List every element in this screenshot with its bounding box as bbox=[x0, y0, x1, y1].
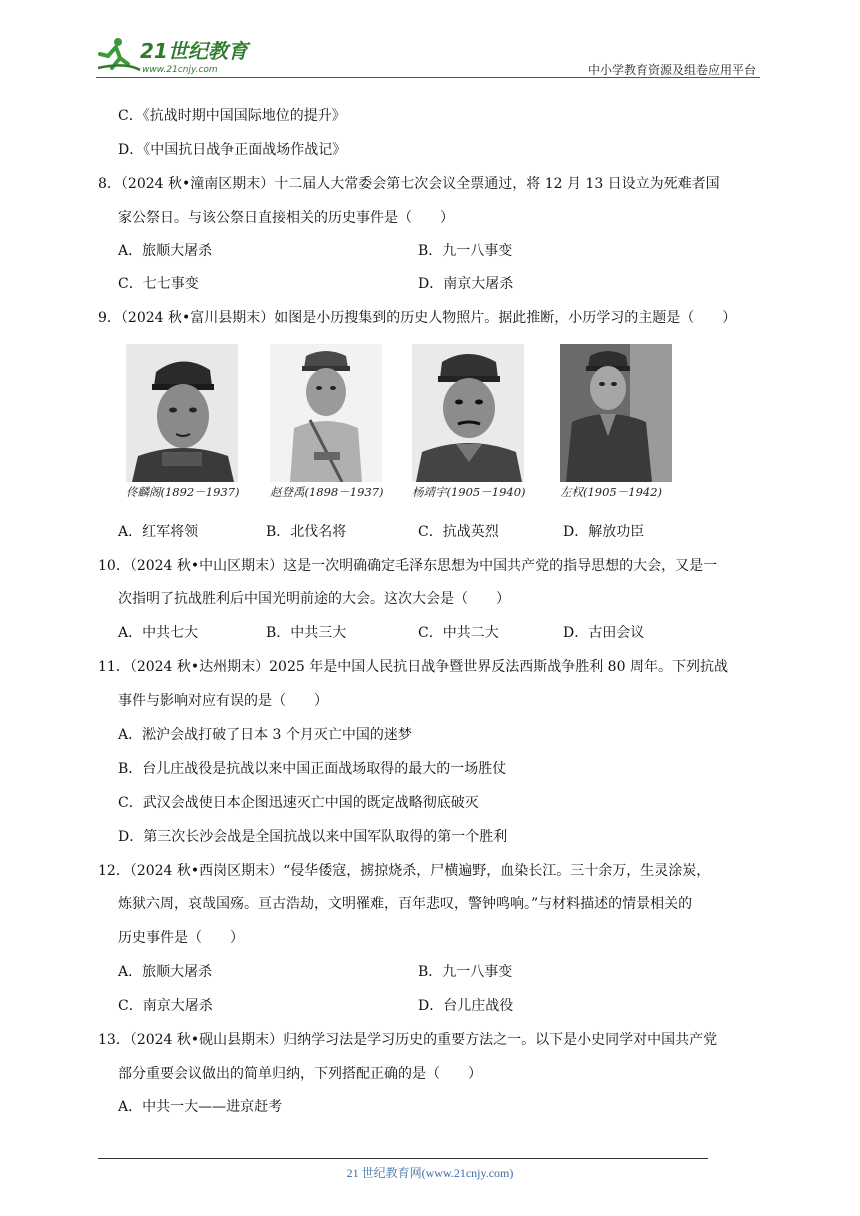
svg-text:www.21cnjy.com: www.21cnjy.com bbox=[142, 65, 218, 75]
page-header bbox=[96, 30, 760, 80]
q13-stem-line1: 13．（2024 秋•砚山县期末）归纳学习法是学习历史的重要方法之一。以下是小史同学对中国共产党 bbox=[98, 1032, 718, 1048]
q7-option-c[interactable]: C．《抗战时期中国国际地位的提升》 bbox=[118, 108, 346, 124]
portrait-image bbox=[560, 344, 672, 482]
q7-option-d[interactable]: D．《中国抗日战争正面战场作战记》 bbox=[118, 142, 347, 158]
photo-caption: 杨靖宇(1905－1940) bbox=[412, 485, 526, 499]
q12-stem-line3: 历史事件是（ ） bbox=[118, 930, 244, 946]
q12-option-d[interactable]: D．台儿庄战役 bbox=[418, 998, 514, 1014]
q10-option-c[interactable]: C．中共二大 bbox=[418, 625, 499, 641]
q12-stem-line2: 炼狱六周，哀哉国殇。亘古浩劫，文明罹难，百年悲叹，警钟鸣响。”与材料描述的情景相关的 bbox=[118, 896, 693, 912]
q9-option-b[interactable]: B．北伐名将 bbox=[266, 524, 347, 540]
portrait-image bbox=[126, 344, 238, 482]
svg-text:21世纪教育: 21世纪教育 bbox=[140, 39, 248, 63]
q8-stem-line2: 家公祭日。与该公祭日直接相关的历史事件是（ ） bbox=[118, 210, 454, 226]
q12-option-a[interactable]: A．旅顺大屠杀 bbox=[118, 964, 213, 980]
q8-option-d[interactable]: D．南京大屠杀 bbox=[418, 276, 514, 292]
q8-stem-line1: 8．（2024 秋•潼南区期末）十二届人大常委会第七次会议全票通过，将 12 月 13 日设立为死难者国 bbox=[98, 176, 720, 192]
q11-stem-line2: 事件与影响对应有误的是（ ） bbox=[118, 693, 328, 709]
footer-divider bbox=[98, 1158, 708, 1159]
q9-option-c[interactable]: C．抗战英烈 bbox=[418, 524, 499, 540]
q12-stem-line1: 12．（2024 秋•西岗区期末）“侵华倭寇，掳掠烧杀，尸横遍野，血染长江。三十余万，生灵涂炭， bbox=[98, 863, 711, 879]
q10-option-b[interactable]: B．中共三大 bbox=[266, 625, 347, 641]
q13-option-a[interactable]: A．中共一大——进京赶考 bbox=[118, 1099, 283, 1115]
historical-photos bbox=[120, 344, 676, 506]
q10-option-d[interactable]: D．古田会议 bbox=[563, 625, 645, 641]
photo-caption: 佟麟阁(1892－1937) bbox=[126, 485, 240, 499]
q13-stem-line2: 部分重要会议做出的简单归纳，下列搭配正确的是（ ） bbox=[118, 1066, 482, 1082]
q9-option-d[interactable]: D．解放功臣 bbox=[563, 524, 645, 540]
footer-link[interactable]: 21 世纪教育网(www.21cnjy.com) bbox=[346, 1166, 514, 1180]
q11-option-a[interactable]: A．淞沪会战打破了日本 3 个月灭亡中国的迷梦 bbox=[118, 727, 412, 743]
header-divider bbox=[96, 77, 760, 78]
q9-stem-line1: 9．（2024 秋•富川县期末）如图是小历搜集到的历史人物照片。据此推断，小历学习的主题是（ ） bbox=[98, 310, 737, 326]
q12-option-c[interactable]: C．南京大屠杀 bbox=[118, 998, 213, 1014]
q8-option-a[interactable]: A．旅顺大屠杀 bbox=[118, 243, 213, 259]
q10-stem-line2: 次指明了抗战胜利后中国光明前途的大会。这次大会是（ ） bbox=[118, 591, 510, 607]
logo-runner-icon bbox=[96, 36, 266, 76]
q11-option-d[interactable]: D．第三次长沙会战是全国抗战以来中国军队取得的第一个胜利 bbox=[118, 829, 508, 845]
q11-option-b[interactable]: B．台儿庄战役是抗战以来中国正面战场取得的最大的一场胜仗 bbox=[118, 761, 507, 777]
q11-option-c[interactable]: C．武汉会战使日本企图迅速灭亡中国的既定战略彻底破灭 bbox=[118, 795, 479, 811]
photo-caption: 赵登禹(1898－1937) bbox=[270, 485, 384, 499]
photo-caption: 左权(1905－1942) bbox=[560, 485, 663, 499]
portrait-image bbox=[412, 344, 524, 482]
q10-stem-line1: 10．（2024 秋•中山区期末）这是一次明确确定毛泽东思想为中国共产党的指导思想的大会，又是一 bbox=[98, 558, 718, 574]
q12-option-b[interactable]: B．九一八事变 bbox=[418, 964, 513, 980]
platform-name: 中小学教育资源及组卷应用平台 bbox=[587, 63, 756, 77]
q8-option-c[interactable]: C．七七事变 bbox=[118, 276, 199, 292]
portrait-image bbox=[270, 344, 382, 482]
q9-option-a[interactable]: A．红军将领 bbox=[118, 524, 199, 540]
site-logo[interactable] bbox=[96, 36, 266, 76]
q10-option-a[interactable]: A．中共七大 bbox=[118, 625, 199, 641]
q8-option-b[interactable]: B．九一八事变 bbox=[418, 243, 513, 259]
q11-stem-line1: 11．（2024 秋•达州期末）2025 年是中国人民抗日战争暨世界反法西斯战争胜利 80 周年。下列抗战 bbox=[98, 659, 728, 675]
